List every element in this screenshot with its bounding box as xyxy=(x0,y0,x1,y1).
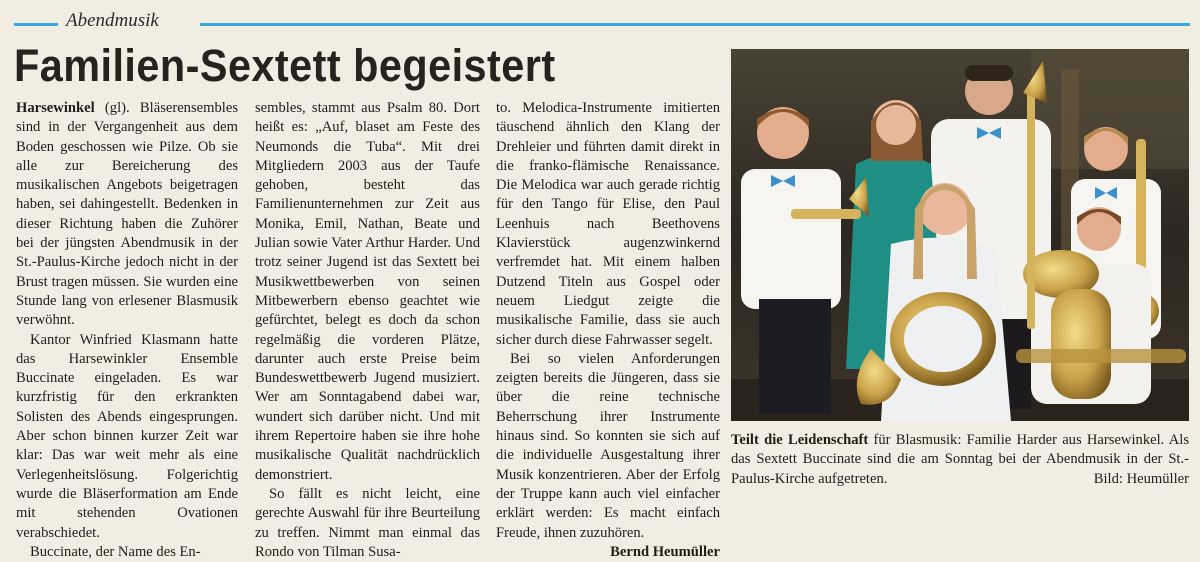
article-headline: Familien-Sextett begeistert xyxy=(14,40,556,91)
author-name: Bernd Heumüller xyxy=(610,543,720,560)
article-paragraph: So fällt es nicht leicht, eine gerechte Auswahl für ihre Beurteilung zu treffen. Nimmt man einmal das Rondo von Tilman Susa- xyxy=(255,485,480,560)
article-paragraph: Bei so vielen Anforderungen zeigten bereits die Jüngeren, dass sie über die reine technische Beherrschung ihrer Instrumente hinaus sind. So konnten sie sich auf die individuelle Ausgestaltung ihrer Musik konzentrieren. Aber der Erfolg der Truppe kann auch viel einfacher erklärt werden: Es macht einfach Freude, ihnen zuzuhören. xyxy=(496,350,720,541)
caption-lead: Teilt die Leidenschaft xyxy=(731,432,869,448)
paragraph-text: (gl). Bläserensembles sind in der Vergangenheit aus dem Boden geschossen wie Pilze. Ob sie alle zur Bereicherung des musikalischen Angebots beigetragen haben, sei dahingestellt. Bedenken in dieser Richtung haben die Zuhörer bei der jüngsten Abendmusik in der St.-Paulus-Kirche jedoch nicht in der Brust tragen müssen. Sie wurden eine Stunde lang von erlesener Blasmusik verwöhnt. xyxy=(16,100,238,329)
article-paragraph xyxy=(16,99,238,331)
rubric-line-right xyxy=(200,23,1190,26)
article-paragraph: Buccinate, der Name des En- xyxy=(30,543,201,560)
article-column-1 xyxy=(16,99,238,562)
family-photo-illustration xyxy=(731,49,1189,421)
family-photo xyxy=(731,49,1189,421)
caption-text: für Blasmusik: Familie Harder aus Harsewinkel. Als das Sextett Buccinate sind die am Sonntag bei der Abendmusik in der St.-Paulus-Kirche aufgetreten. xyxy=(731,432,1189,487)
trombone-slide xyxy=(1027,89,1035,329)
section-rubric xyxy=(14,10,1190,34)
photo-credit: Bild: Heumüller xyxy=(1093,470,1189,487)
article-paragraph: sembles, stammt aus Psalm 80. Dort heißt es: „Auf, blaset am Feste des Neumonds die Tuba“. Mit drei Mitgliedern 2003 aus der Taufe gehoben, besteht das Familienunternehmen zur Zeit aus Monika, Emil, Nathan, Beate und Julian sowie Vater Arthur Harder. Und trotz seiner Jugend ist das Sextett bei Musikwettbewerben von seinen Mitbewerbern ebenso geachtet wie gefürchtet, belegt es doch da schon regelmäßig die vorderen Plätze, darunter auch erste Preise beim Bundeswettbewerb Jugend musiziert. Wer am Sonntagabend dabei war, wundert sich darüber nicht. Und mit ihrem Repertoire haben sie ihre hohe musikalische Qualität nachdrücklich demonstriert. xyxy=(255,100,480,483)
rubric-label: Abendmusik xyxy=(66,10,159,31)
article-paragraph: Kantor Winfried Klasmann hatte das Harsewinkler Ensemble Buccinate eingeladen. Es war kurzfristig für den erkrankten Solisten des Abends eingesprungen. Aber schon binnen kurzer Zeit war klar: Das war weit mehr als eine Verlegenheitslösung. Folgerichtig wurde die Bläserformation am Ende mit stehenden Ovationen verabschiedet. xyxy=(16,331,238,541)
article-paragraph: to. Melodica-Instrumente imitierten täuschend ähnlich den Klang der Drehleier und führten damit direkt in die franko-flämische Renaissance. Die Melodica war auch gerade richtig für den Tango für Elise, den Paul Leenhuis nach Beethovens Klavierstück augenzwinkernd verfremdet hat. Mit einem halben Dutzend Titeln aus Gospel oder neuem Liedgut zeigte die musikalische Familie, dass sie auch sicher durch diese Fahrwasser segelt. xyxy=(496,100,720,348)
article-column-3 xyxy=(496,99,720,562)
photo-caption xyxy=(731,431,1189,489)
article-column-2 xyxy=(255,99,480,562)
rubric-line-left xyxy=(14,23,58,26)
dateline: Harsewinkel xyxy=(16,100,95,116)
